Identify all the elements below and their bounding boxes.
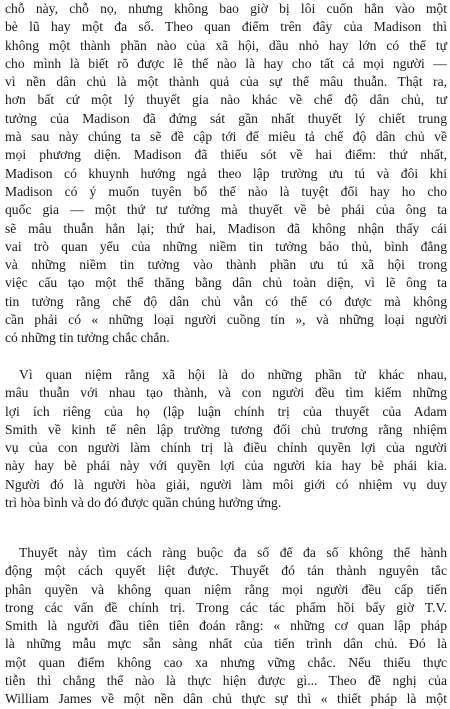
text-line: Smith về kinh tế nên lập trường tương đối chủ trương rằng nhiệm <box>5 421 447 437</box>
paragraph-madison <box>5 0 447 348</box>
text-line: William James về một nền dân chủ thực sự thì « thiết pháp là một <box>5 691 447 707</box>
text-line: trong các vấn đề chính trị. Trong các tác phẩm hồi bấy giờ T.V. <box>5 599 447 615</box>
text-line: sẽ mâu thuẫn hẳn lại; thứ hai, Madison đã không nhận thấy cái <box>5 220 447 236</box>
text-line: lợi ích riêng của họ (lập luận chính trị của thuyết của Adam <box>5 403 447 419</box>
text-line: Thuyết này tìm cách ràng buộc đa số để đa số không thể hành <box>19 545 447 560</box>
text-line: bè lũ hay một đa số. Theo quan điểm trên đây của Madison thì <box>5 19 447 35</box>
text-line: phân quyền và không quan niệm rằng mọi người đều cấp tiến <box>5 581 447 597</box>
text-line: là những mẫu mực sẵn sàng nhất của tiến trình dân chủ. Đó là <box>5 636 447 652</box>
text-line: vai trò quan yếu của những niềm tin tưởng bảo thủ, bình đẳng <box>5 238 447 254</box>
text-line: không một thành phần nào của xã hội, dầu nhỏ hay lớn có thể tự <box>5 37 447 53</box>
text-line: chỗ này, chỗ nọ, nhưng không bao giờ bị lôi cuốn hẳn vào một <box>5 1 447 16</box>
text-line: trì hòa bình và do đó được quần chúng hưởng ứng. <box>5 495 282 511</box>
text-line: mâu thuẫn với nhau tạo thành, và con người đều tìm kiếm những <box>5 385 447 401</box>
text-line: này hay bè phái này với quyền lợi của người kia hay bè phái kia. <box>5 458 447 474</box>
text-line: Người đó là người hòa giải, người làm môi giới có nhiệm vụ duy <box>5 476 447 492</box>
text-line: có những tin tưởng chắc chắn. <box>5 330 170 346</box>
text-line: và những niềm tin tưởng vào thành phần ưu tú xã hội trong <box>5 257 447 273</box>
text-line: tin tưởng rằng chế độ dân chủ vẫn có thể có được mà không <box>5 293 447 309</box>
text-line: tưởng của Madison đã đứng sát gần nhất thuyết lý chiết trung <box>5 110 447 126</box>
text-line: vì nền dân chủ là một thành quả của sự thể mâu thuẫn. Thật ra, <box>5 74 447 90</box>
text-line: tiễn thì chẳng thể nào là thực hiện được gì... Theo đề nghị của <box>5 673 447 689</box>
paragraph-relativism <box>5 366 447 512</box>
text-line: việc cấu tạo một thể thăng bằng dân chủ toàn diện, vì lẽ ông ta <box>5 275 447 291</box>
paragraph-majority <box>5 544 447 709</box>
text-line: Madison có khuynh hướng ngả theo lập trường ưu tú và đôi khi <box>5 165 447 181</box>
text-line: hơn bất cứ một lý thuyết gia nào khác về chế độ dân chủ, tư <box>5 92 447 108</box>
text-line: cho mình là biết rõ được lẽ thế nào là hay cho tất cả mọi người — <box>5 55 447 71</box>
text-line: vụ của con người làm chính trị là điều chỉnh quyền lợi của người <box>5 440 447 456</box>
text-line: quốc gia — một thứ tư tưởng mà thuyết về bè phái của ông ta <box>5 202 447 218</box>
text-line: Smith là người đầu tiên tiên đoán rằng: « những cơ quan lập pháp <box>5 618 447 634</box>
text-line: một quan điểm không cao xa nhưng vững chắc. Nếu thiếu thực <box>5 654 447 670</box>
text-line: Madison có ý muốn tuyên bố thế nào là tuyệt đối hay ho cho <box>5 183 447 199</box>
text-line: mọi phương diện. Madison đã thiếu sót về hai điểm: thứ nhất, <box>5 147 447 163</box>
text-line: Vì quan niệm rằng xã hội là do những phần tử khác nhau, <box>19 367 447 382</box>
text-line: mà sau này chúng ta sẽ đề cập tới để miêu tả chế độ dân chủ về <box>5 129 447 145</box>
text-line: động một cách quyết liệt được. Thuyết đó tán thành nguyên tắc <box>5 563 447 579</box>
text-line: cần phải có « những loại người cuồng tín », và những loại người <box>5 312 447 328</box>
